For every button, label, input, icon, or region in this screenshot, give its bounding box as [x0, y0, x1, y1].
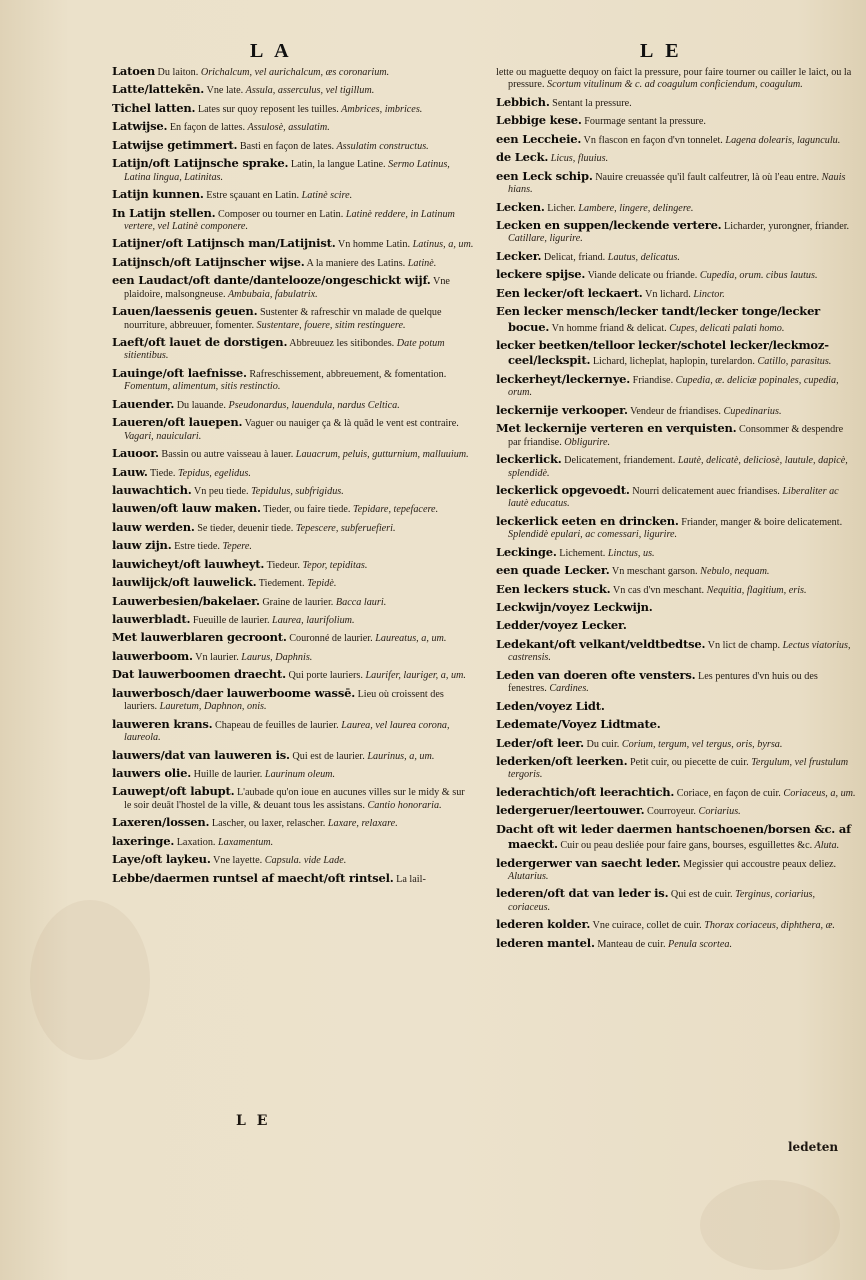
french-gloss: Abbreuuez les sitibondes.: [287, 338, 395, 349]
latin-gloss: Lautè, delicatè, deliciosè, lautule, dapicè, splendidè.: [508, 455, 848, 479]
dictionary-entry: [112, 766, 474, 781]
dictionary-entry: [496, 600, 858, 615]
headword: lauw werden.: [112, 519, 195, 534]
french-gloss: Huille de laurier.: [191, 768, 263, 780]
latin-gloss: Lauretum, Daphnon, onis.: [157, 701, 267, 713]
dictionary-entry: [496, 372, 858, 400]
french-gloss: Coriace, en façon de cuir.: [674, 787, 781, 799]
dictionary-entry: [112, 82, 474, 97]
latin-gloss: Catillo, parasitus.: [754, 356, 832, 368]
french-gloss: Courroyeur.: [644, 806, 696, 818]
latin-gloss: Latinus, a, um.: [410, 239, 474, 251]
latin-gloss: Laurifer, lauriger, a, um.: [362, 670, 466, 682]
dictionary-entry: [112, 446, 474, 461]
dictionary-entry: [496, 483, 858, 511]
headword: Dat lauwerboomen draecht.: [112, 667, 286, 682]
dictionary-entry: [112, 119, 474, 134]
dictionary-entry: [112, 834, 474, 849]
french-gloss: Delicatement, friandement.: [561, 455, 676, 467]
latin-gloss: Coriaceus, a, um.: [780, 787, 856, 799]
french-gloss: Vne cuirace, collet de cuir.: [590, 920, 702, 932]
french-gloss: Delicat, friand.: [541, 251, 606, 263]
latin-gloss: Cupedia, orum. cibus lautus.: [697, 270, 818, 282]
dictionary-entry: [112, 748, 474, 763]
headword: lauwers/dat van lauweren is.: [112, 747, 290, 762]
latin-gloss: Coriarius.: [695, 806, 741, 818]
headword: Een lecker/oft leckaert.: [496, 285, 643, 300]
french-gloss: Du laiton.: [155, 67, 199, 78]
latin-gloss: Thorax coriaceus, diphthera, æ.: [701, 920, 835, 932]
headword: leckerlick eeten en drincken.: [496, 513, 679, 528]
french-gloss: Qui porte lauriers.: [285, 670, 363, 682]
french-gloss: Couronné de laurier.: [286, 633, 373, 645]
french-gloss: Lichard, licheplat, haplopin, turelardon.: [590, 356, 755, 368]
dictionary-entry: [112, 483, 474, 498]
dictionary-entry: [112, 138, 474, 153]
latin-gloss: Date potum sitientibus.: [124, 338, 445, 362]
headword: Met leckernije verteren en verquisten.: [496, 421, 737, 436]
dictionary-entry: [496, 637, 858, 665]
french-gloss: Vne late.: [204, 85, 244, 97]
french-gloss: Composer ou tourner en Latin.: [215, 208, 344, 220]
french-gloss: Vn lict de champ.: [705, 639, 781, 651]
headword: leckere spijse.: [496, 267, 586, 282]
latin-gloss: Laxamentum.: [215, 836, 274, 848]
dictionary-entry: [496, 286, 858, 301]
french-gloss: Friandise.: [630, 374, 674, 386]
french-gloss: Lascher, ou laxer, relascher.: [209, 818, 326, 830]
headword: lauwachtich.: [112, 482, 192, 497]
dictionary-entry: [112, 852, 474, 867]
french-gloss: Latin, la langue Latine.: [288, 159, 386, 171]
dictionary-entry: [112, 717, 474, 745]
dictionary-entry: [496, 563, 858, 578]
french-gloss: Vn flascon en façon d'vn tonnelet.: [581, 134, 723, 146]
headword: Laueren/oft lauepen.: [112, 415, 243, 430]
french-gloss: Viande delicate ou friande.: [585, 270, 698, 282]
headword: leckernije verkooper.: [496, 402, 628, 417]
headword: Leden van doeren ofte vensters.: [496, 667, 696, 682]
headword: Laxeren/lossen.: [112, 815, 210, 830]
dictionary-entry: [112, 465, 474, 480]
french-gloss: Du cuir.: [583, 738, 620, 750]
french-gloss: Qui est de laurier.: [289, 750, 365, 762]
latin-gloss: Laurus, Daphnis.: [238, 651, 313, 663]
dictionary-entry: [112, 255, 474, 270]
dictionary-entry: [496, 218, 858, 246]
latin-gloss: Liberaliter ac lautè educatus.: [508, 485, 839, 510]
french-gloss: Fourmage sentant la pressure.: [581, 116, 706, 128]
headword: Dacht oft wit leder daermen hantschoenen/borsen &c. af maeckt.: [496, 821, 851, 852]
french-gloss: Se tieder, deuenir tiede.: [194, 522, 294, 534]
french-gloss: Nauire creuassée qu'il fault calfeutrer, là où l'eau entre.: [592, 171, 820, 183]
dictionary-entry: [496, 267, 858, 282]
latin-gloss: Orichalcum, vel aurichalcum, æs coronarium.: [198, 67, 390, 78]
dictionary-entry: [496, 582, 858, 597]
headword: Lauender.: [112, 396, 175, 411]
headword: lauwen/oft lauw maken.: [112, 501, 261, 516]
latin-gloss: Scortum vitulinum & c. ad coagulum conficiendum, coagulum.: [544, 79, 803, 91]
french-gloss: Bassin ou autre vaisseau à lauer.: [158, 449, 294, 461]
headword: Een leckers stuck.: [496, 581, 611, 596]
french-gloss: Qui est de cuir.: [668, 889, 733, 901]
latin-gloss: Penula scortea.: [665, 938, 732, 950]
dictionary-entry: [496, 452, 858, 480]
dictionary-entry: [112, 594, 474, 609]
french-gloss: Vn cas d'vn meschant.: [610, 584, 705, 596]
dictionary-entry: [496, 113, 858, 128]
headword: Lauw.: [112, 464, 148, 479]
headword: lauweren krans.: [112, 716, 213, 731]
headword: Leder/oft leer.: [496, 735, 584, 750]
dictionary-entry: [496, 917, 858, 932]
french-gloss: Licher.: [544, 202, 576, 214]
headword: Leden/voyez Lidt.: [496, 698, 605, 713]
dictionary-entry: [112, 784, 474, 812]
headword: de Leck.: [496, 150, 549, 165]
headword: leckerlick opgevoedt.: [496, 482, 630, 497]
french-gloss: Laxation.: [174, 836, 216, 848]
dictionary-entry: [112, 366, 474, 394]
french-gloss: La lail-: [393, 873, 426, 885]
dictionary-entry: [496, 785, 858, 800]
dictionary-entry: [496, 856, 858, 884]
headword: Latwijse getimmert.: [112, 137, 238, 152]
latin-gloss: Laxare, relaxare.: [325, 818, 398, 830]
latin-gloss: Laurinum oleum.: [262, 768, 336, 780]
dictionary-entry: [496, 132, 858, 147]
french-gloss: Manteau de cuir.: [594, 938, 666, 950]
latin-gloss: Laurea, laurifolium.: [269, 615, 355, 626]
latin-gloss: Terginus, coriarius, coriaceus.: [508, 889, 816, 913]
latin-gloss: Bacca lauri.: [333, 596, 387, 608]
catchword: ledeten: [788, 1140, 839, 1154]
french-gloss: Vn meschant garson.: [609, 566, 698, 578]
latin-gloss: Cupedia, æ. deliciæ popinales, cupedia, orum.: [508, 374, 839, 399]
headword: Lecken.: [496, 199, 545, 214]
headword: Ledemate/Voyez Lidtmate.: [496, 717, 661, 732]
headword: leckerheyt/leckernye.: [496, 371, 631, 386]
french-gloss: Vn homme Latin.: [335, 239, 411, 251]
latin-gloss: Cupedinarius.: [720, 405, 782, 417]
dictionary-entry: [112, 649, 474, 664]
french-gloss: Vn homme friand & delicat.: [549, 322, 667, 334]
dictionary-entry: [112, 686, 474, 714]
headword: laxeringe.: [112, 833, 175, 848]
headword: lauwicheyt/oft lauwheyt.: [112, 556, 265, 571]
headword: lauwers olie.: [112, 765, 192, 780]
latin-gloss: Catillare, ligurire.: [508, 233, 583, 245]
dictionary-entry: [112, 335, 474, 363]
headword: lederen/oft dat van leder is.: [496, 886, 669, 901]
latin-gloss: Lauacrum, peluis, gutturnium, malluuium.: [293, 449, 469, 461]
dictionary-entry: [112, 815, 474, 830]
latin-gloss: Latinè scire.: [299, 190, 353, 202]
dictionary-entry: [496, 64, 858, 92]
headword: Lauinge/oft laefnisse.: [112, 365, 247, 380]
dictionary-entry: [112, 667, 474, 682]
french-gloss: Estre sçauant en Latin.: [203, 190, 300, 202]
french-gloss: Les pentures d'vn huis ou des fenestres.: [508, 670, 818, 695]
french-gloss: Tiedement.: [256, 578, 305, 590]
french-gloss: Tiedeur.: [264, 559, 300, 571]
headword: Lebbe/daermen runtsel af maecht/oft rintsel.: [112, 870, 394, 885]
headword: Leckwijn/voyez Leckwijn.: [496, 600, 653, 614]
latin-gloss: Tepidare, tepefacere.: [350, 504, 439, 516]
dictionary-entry: [496, 304, 858, 335]
headword: lauwerboom.: [112, 648, 193, 663]
latin-gloss: Aluta.: [812, 840, 840, 852]
latin-gloss: Cupes, delicati palati homo.: [666, 322, 785, 334]
latin-gloss: Tepidè.: [304, 578, 337, 590]
latin-gloss: Nauis hians.: [508, 171, 846, 196]
dictionary-entry: [112, 187, 474, 202]
latin-gloss: Laurea, vel laurea corona, laureola.: [124, 719, 450, 744]
headword: Een lecker mensch/lecker tandt/lecker tonge/lecker bocue.: [496, 304, 821, 334]
french-gloss: Lichement.: [556, 547, 606, 559]
french-gloss: Petit cuir, ou piecette de cuir.: [627, 756, 749, 768]
headword: lecker beetken/telloor lecker/schotel lecker/leckmoz-ceel/leckspit.: [496, 338, 829, 368]
dictionary-entry: [112, 304, 474, 332]
headword: Latoen: [112, 64, 155, 78]
latin-gloss: Nebulo, nequam.: [697, 566, 770, 578]
french-gloss: lette ou maguette dequoy on faict la pressure, pour faire tourner ou cailler le laict, ou la pressure.: [496, 67, 852, 91]
french-gloss: Lates sur quoy reposent les tuilles.: [195, 103, 339, 115]
headword: lauwlijck/oft lauwelick.: [112, 575, 257, 590]
french-gloss: Tieder, ou faire tiede.: [260, 504, 351, 516]
latin-gloss: Sermo Latinus, Latina lingua, Latinitas.: [124, 159, 450, 183]
right-column: [496, 64, 858, 954]
latin-gloss: Fomentum, alimentum, sitis restinctio.: [124, 381, 281, 393]
headword: Latijnsch/oft Latijnscher wijse.: [112, 254, 305, 269]
latin-gloss: Assulatim constructus.: [334, 140, 429, 152]
headword: Met lauwerblaren gecroont.: [112, 630, 287, 645]
dictionary-entry: [496, 338, 858, 369]
latin-gloss: Ambubaia, fabulatrix.: [225, 288, 318, 300]
headword: een quade Lecker.: [496, 563, 610, 578]
latin-gloss: Tepescere, subferuefieri.: [293, 522, 396, 534]
french-gloss: Vn lichard.: [642, 288, 691, 300]
dictionary-entry: [496, 886, 858, 914]
french-gloss: En façon de lattes.: [167, 122, 246, 134]
dictionary-entry: [112, 871, 474, 886]
latin-gloss: Lambere, lingere, delingere.: [575, 202, 694, 214]
headword: lauwerbosch/daer lauwerboome wassē.: [112, 685, 356, 700]
dictionary-entry: [496, 150, 858, 165]
french-gloss: Fueuille de laurier.: [190, 615, 270, 626]
headword: Leckinge.: [496, 544, 557, 559]
french-gloss: Sustenter & rafreschir vn malade de quelque nourriture, abbreuuer, fomenter.: [124, 307, 442, 331]
headword: Ledder/voyez Lecker.: [496, 618, 627, 633]
latin-gloss: Tepidus, egelidus.: [175, 467, 251, 479]
headword: Latte/lattekēn.: [112, 82, 205, 97]
headword: Lauen/laessenis geuen.: [112, 304, 258, 319]
headword: Ledekant/oft velkant/veldtbedtse.: [496, 636, 706, 651]
french-gloss: Vaguer ou nauiger ça & là quād le vent est contraire.: [242, 418, 459, 430]
dictionary-entry: [496, 200, 858, 215]
headword: Latijn/oft Latijnsche sprake.: [112, 156, 289, 171]
latin-gloss: Tepere.: [219, 541, 252, 553]
latin-gloss: Linctus, us.: [605, 547, 655, 559]
dictionary-entry: [112, 557, 474, 572]
dictionary-entry: [496, 95, 858, 110]
french-gloss: Friander, manger & boire delicatement.: [678, 516, 843, 528]
dictionary-entry: [112, 273, 474, 301]
dictionary-entry: [496, 717, 858, 732]
dictionary-entry: [496, 169, 858, 197]
headword: lederken/oft leerken.: [496, 753, 628, 768]
dictionary-entry: [496, 618, 858, 633]
headword: lederachtich/oft leerachtich.: [496, 784, 675, 799]
french-gloss: L'aubade qu'on ioue en aucunes villes sur le midy & sur le soir deuāt l'hostel de la ville, & deuant tous les assistans.: [124, 787, 465, 811]
latin-gloss: Splendidè epulari, ac comessari, ligurire.: [508, 529, 678, 541]
latin-gloss: Capsula. vide Lade.: [262, 855, 347, 867]
headword: Lecken en suppen/leckende vertere.: [496, 217, 722, 232]
latin-gloss: Sustentare, fouere, sitim restinguere.: [254, 319, 406, 331]
left-column: [112, 64, 474, 889]
headword: Lecker.: [496, 248, 542, 263]
dictionary-entry: [112, 520, 474, 535]
french-gloss: Tiede.: [147, 467, 176, 479]
french-gloss: Nourri delicatement auec friandises.: [629, 485, 780, 497]
latin-gloss: Alutarius.: [508, 871, 549, 882]
headword: Latijn kunnen.: [112, 187, 204, 202]
dictionary-entry: [112, 206, 474, 234]
dictionary-entry: [112, 64, 474, 79]
latin-gloss: Lectus viatorius, castrensis.: [508, 639, 851, 664]
headword: lauw zijn.: [112, 538, 172, 553]
headword: een Leccheie.: [496, 131, 582, 146]
latin-gloss: Assula, asserculus, vel tigillum.: [243, 85, 375, 97]
french-gloss: Du lauande.: [174, 399, 226, 411]
headword: lederen mantel.: [496, 935, 595, 950]
headword: lauwerbladt.: [112, 612, 191, 626]
dictionary-entry: [496, 736, 858, 751]
french-gloss: Sentant la pressure.: [549, 97, 632, 109]
french-gloss: Rafreschissement, abbreuement, & fomentation.: [246, 368, 447, 380]
dictionary-entry: [112, 630, 474, 645]
page-stain: [700, 1180, 840, 1270]
french-gloss: Lieu où croissent des lauriers.: [124, 688, 444, 713]
french-gloss: Vendeur de friandises.: [627, 405, 721, 417]
dictionary-entry: [496, 699, 858, 714]
running-head-right: L E: [640, 40, 683, 62]
latin-gloss: Tepor, tepiditas.: [299, 559, 368, 571]
french-gloss: Vne plaidoire, malsongneuse.: [124, 276, 450, 300]
headword: lederen kolder.: [496, 917, 591, 932]
page-stain: [30, 900, 150, 1060]
headword: Latwijse.: [112, 119, 168, 134]
french-gloss: Chapeau de feuilles de laurier.: [212, 719, 339, 731]
headword: Lauwerbesien/bakelaer.: [112, 593, 260, 608]
latin-gloss: Licus, fluuius.: [548, 153, 609, 165]
dictionary-entry: [112, 575, 474, 590]
french-gloss: Vn peu tiede.: [191, 485, 249, 497]
headword: Lauwept/oft labupt.: [112, 784, 235, 799]
dictionary-entry: [496, 514, 858, 542]
headword: een Laudact/oft dante/dantelooze/ongeschickt wijf.: [112, 273, 431, 288]
headword: een Leck schip.: [496, 168, 593, 183]
dictionary-entry: [496, 421, 858, 449]
french-gloss: Estre tiede.: [171, 541, 220, 553]
latin-gloss: Linctor.: [690, 288, 725, 300]
headword: leckerlick.: [496, 452, 562, 467]
latin-gloss: Ambrices, imbrices.: [338, 103, 423, 115]
latin-gloss: Latinè reddere, in Latinum vertere, vel Latinè componere.: [124, 208, 455, 232]
latin-gloss: Laurinus, a, um.: [364, 750, 435, 762]
dictionary-entry: [112, 538, 474, 553]
dictionary-entry: [496, 803, 858, 818]
french-gloss: A la maniere des Latins.: [304, 257, 406, 269]
french-gloss: Consommer & despendre par friandise.: [508, 424, 844, 448]
dictionary-entry: [112, 415, 474, 443]
latin-gloss: Obligurire.: [561, 436, 611, 448]
headword: Laeft/oft lauet de dorstigen.: [112, 335, 288, 349]
dictionary-entry: [496, 545, 858, 560]
dictionary-entry: [112, 612, 474, 627]
headword: ledergeruer/leertouwer.: [496, 803, 645, 818]
dictionary-entry: [496, 936, 858, 951]
dictionary-entry: [112, 397, 474, 412]
headword: ledergerwer van saecht leder.: [496, 855, 681, 870]
french-gloss: Licharder, yurongner, friander.: [721, 220, 850, 232]
dictionary-entry: [112, 156, 474, 184]
dictionary-entry: [496, 822, 858, 853]
dictionary-entry: [496, 668, 858, 696]
latin-gloss: Cantio honoraria.: [364, 799, 442, 811]
headword: Tichel latten.: [112, 100, 196, 115]
latin-gloss: Cardines.: [546, 683, 589, 695]
latin-gloss: Vagari, nauiculari.: [124, 430, 202, 442]
french-gloss: Basti en façon de lates.: [237, 140, 335, 152]
headword: Lebbige kese.: [496, 113, 582, 128]
dictionary-entry: [496, 403, 858, 418]
dictionary-entry: [496, 754, 858, 782]
french-gloss: Cuir ou peau desliée pour faire gans, bourses, esguillettes &c.: [557, 840, 813, 852]
dictionary-entry: [112, 101, 474, 116]
headword: In Latijn stellen.: [112, 205, 216, 220]
headword: Lebbich.: [496, 94, 550, 109]
latin-gloss: Pseudonardus, lauendula, nardus Celtica.: [225, 399, 400, 411]
latin-gloss: Lautus, delicatus.: [605, 251, 680, 263]
headword: Latijner/oft Latijnsch man/Latijnist.: [112, 236, 336, 251]
french-gloss: Vn laurier.: [192, 651, 239, 663]
latin-gloss: Assulosè, assulatim.: [245, 122, 330, 134]
dictionary-entry: [496, 249, 858, 264]
signature-mark: L E: [236, 1113, 271, 1129]
latin-gloss: Corium, tergum, vel tergus, oris, byrsa.: [619, 738, 783, 750]
headword: Lauoor.: [112, 446, 159, 461]
running-head-left: L A: [250, 40, 293, 62]
headword: Laye/oft laykeu.: [112, 852, 211, 867]
latin-gloss: Lagena dolearis, lagunculu.: [722, 134, 841, 146]
latin-gloss: Laureatus, a, um.: [372, 633, 447, 645]
dictionary-entry: [112, 236, 474, 251]
latin-gloss: Tepidulus, subfrigidus.: [248, 485, 344, 497]
french-gloss: Graine de laurier.: [259, 596, 334, 608]
french-gloss: Vne layette.: [210, 855, 263, 867]
dictionary-entry: [112, 501, 474, 516]
french-gloss: Megissier qui accoustre peaux deliez.: [680, 858, 837, 870]
latin-gloss: Tergulum, vel frustulum tergoris.: [508, 756, 849, 781]
latin-gloss: Latinè.: [405, 257, 437, 269]
latin-gloss: Nequitia, flagitium, eris.: [704, 584, 807, 596]
